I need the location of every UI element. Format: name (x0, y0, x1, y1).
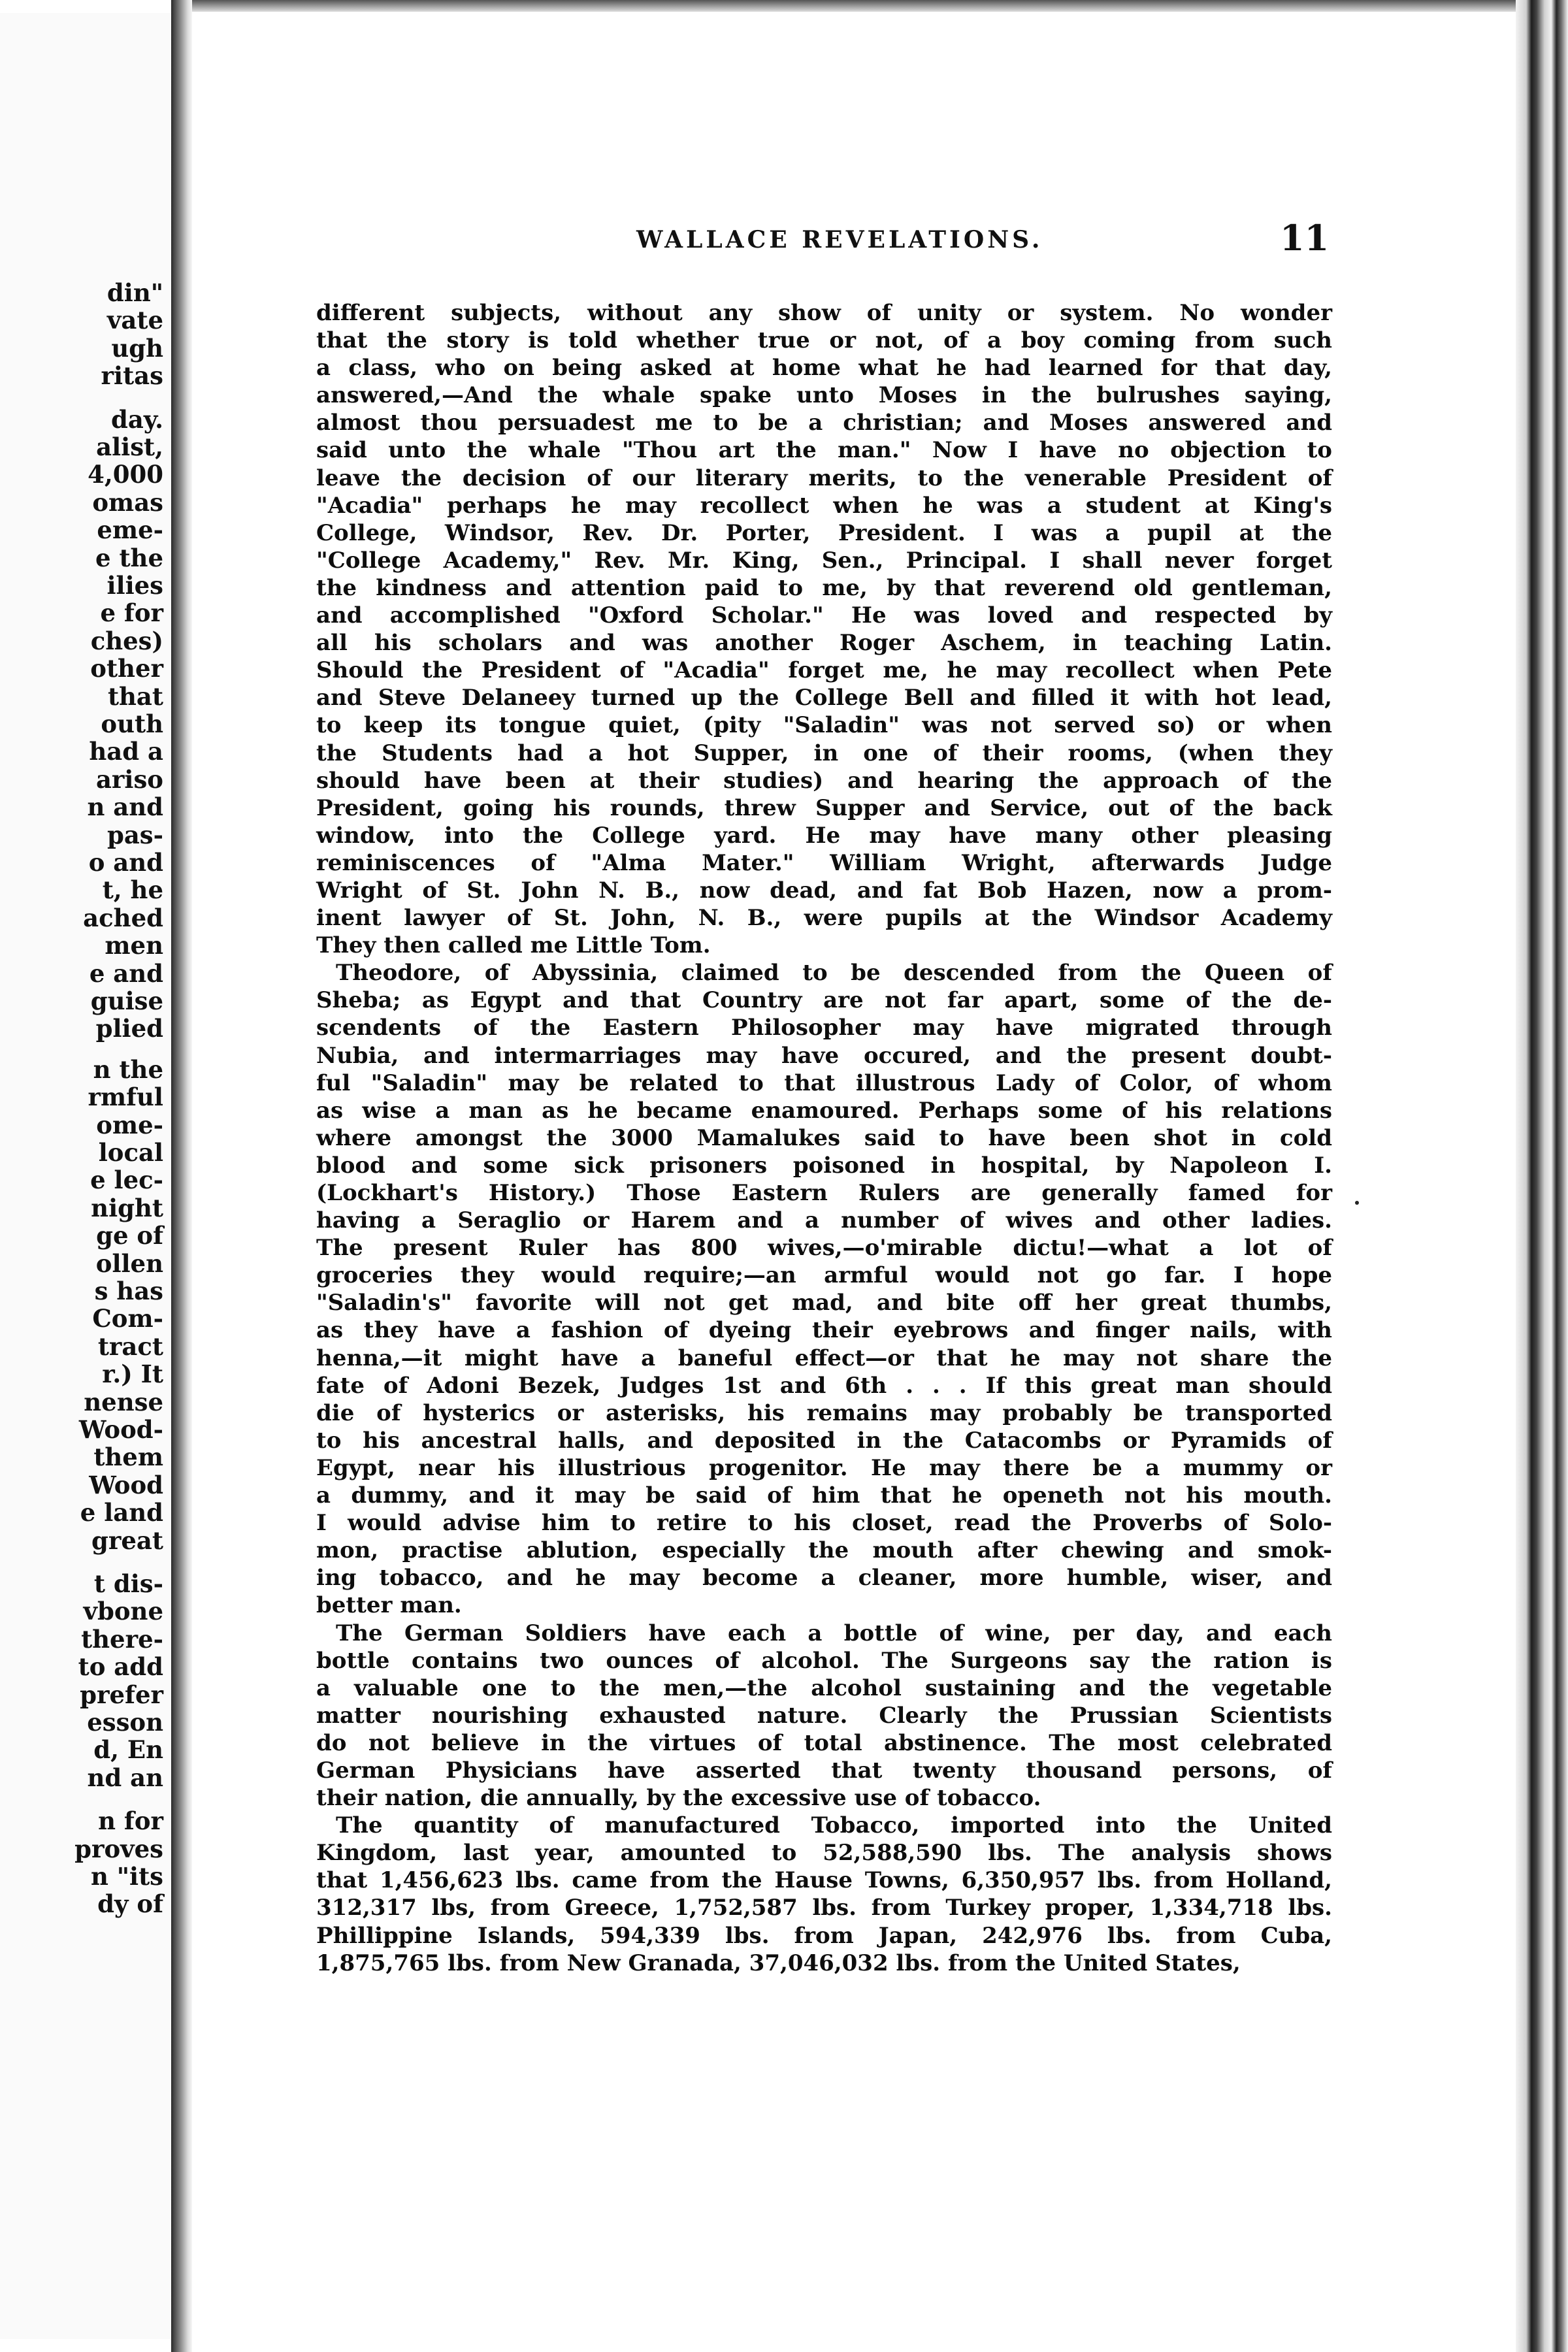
text-line: having a Seraglio or Harem and a number of wives and other ladies. (316, 1207, 1332, 1234)
text-line: blood and some sick prisoners poisoned in hospital, by Napoleon I. (316, 1152, 1332, 1179)
text-line: matter nourishing exhausted nature. Clearly the Prussian Scientists (316, 1702, 1332, 1729)
text-line: bottle contains two ounces of alcohol. The Surgeons say the ration is (316, 1647, 1332, 1674)
facing-page-text-fragment: ome- (96, 1110, 163, 1139)
facing-page-text-fragment: ilies (106, 571, 163, 600)
text-line: Should the President of "Acadia" forget me, he may recollect when Pete (316, 657, 1332, 684)
facing-page-text-fragment: s has (94, 1277, 163, 1305)
text-line: The quantity of manufactured Tobacco, imported into the United (336, 1812, 1332, 1839)
facing-page-text-fragment: ches) (90, 626, 163, 655)
facing-page-text-fragment: t dis- (93, 1569, 163, 1598)
facing-page-text-fragment: plied (95, 1014, 163, 1043)
text-line: Kingdom, last year, amounted to 52,588,590 lbs. The analysis shows (316, 1840, 1332, 1867)
text-line: scendents of the Eastern Philosopher may have migrated through (316, 1015, 1332, 1041)
facing-page-text-fragment: ariso (95, 764, 163, 794)
facing-page-text-fragment: tract (97, 1331, 163, 1361)
facing-page-text-fragment: eme- (97, 515, 163, 545)
facing-page-text-fragment: e land (80, 1498, 163, 1527)
facing-page-text-fragment: guise (90, 987, 163, 1015)
text-line: and accomplished "Oxford Scholar." He was loved and respected by (316, 602, 1332, 629)
facing-page-text-fragment: t, he (102, 875, 163, 905)
facing-page-text-fragment: ritas (101, 361, 163, 391)
facing-page-text-fragment: e for (100, 598, 163, 628)
text-line: 312,317 lbs, from Greece, 1,752,587 lbs. from Turkey proper, 1,334,718 lbs. (316, 1895, 1332, 1921)
text-line: leave the decision of our literary merits, to the venerable President of (316, 465, 1332, 491)
text-line: The present Ruler has 800 wives,—o'mirable dictu!—what a lot of (316, 1235, 1332, 1262)
text-line: ing tobacco, and he may become a cleaner, more humble, wiser, and (316, 1565, 1332, 1592)
text-line: College, Windsor, Rev. Dr. Porter, President. I was a pupil at the (316, 519, 1332, 546)
facing-page-text-fragment: vbone (83, 1597, 163, 1626)
facing-page-text-fragment: o and (88, 848, 163, 877)
text-line: answered,—And the whale spake unto Moses in the bulrushes saying, (316, 382, 1332, 409)
text-line: a valuable one to the men,—the alcohol sustaining and the vegetable (316, 1674, 1332, 1701)
facing-page-text-fragment: proves (74, 1834, 163, 1863)
book-page (192, 12, 1516, 2338)
print-speck (1355, 1201, 1359, 1205)
text-line: fate of Adoni Bezek, Judges 1st and 6th . . . If this great man should (316, 1372, 1332, 1399)
facing-page-text-fragment: to add (78, 1652, 163, 1682)
facing-page-text-fragment: 4,000 (88, 460, 163, 489)
text-line: Nubia, and intermarriages may have occured, and the present doubt- (316, 1042, 1332, 1069)
facing-page-fragment (0, 13, 171, 2339)
text-line: a dummy, and it may be said of him that he openeth not his mouth. (316, 1482, 1332, 1509)
text-line: (Lockhart's History.) Those Eastern Rulers are generally famed for (316, 1180, 1332, 1206)
text-line: do not believe in the virtues of total abstinence. The most celebrated (316, 1729, 1332, 1756)
facing-page-text-fragment: n "its (90, 1862, 163, 1891)
facing-page-text-fragment: alist, (96, 433, 163, 461)
text-line: Egypt, near his illustrious progenitor. He may there be a mummy or (316, 1454, 1332, 1481)
text-line: their nation, die annually, by the excessive use of tobacco. (316, 1785, 1041, 1812)
text-line: ful "Saladin" may be related to that illustrous Lady of Color, of whom (316, 1070, 1332, 1096)
facing-page-text-fragment: e and (89, 958, 163, 988)
text-line: as they have a fashion of dyeing their eyebrows and finger nails, with (316, 1317, 1332, 1344)
facing-page-text-fragment: n and (87, 792, 163, 822)
facing-page-text-fragment: prefer (80, 1680, 163, 1709)
text-line: Sheba; as Egypt and that Country are not far apart, some of the de- (316, 987, 1332, 1014)
text-line: to his ancestral halls, and deposited in the Catacombs or Pyramids of (316, 1427, 1332, 1454)
text-line: Wright of St. John N. B., now dead, and fat Bob Hazen, now a prom- (316, 877, 1332, 904)
body-text (316, 299, 1332, 1977)
facing-page-text-fragment: ge of (96, 1221, 163, 1250)
facing-page-text-fragment: omas (92, 487, 163, 517)
text-line: different subjects, without any show of unity or system. No wonder (316, 300, 1332, 326)
text-line: "Acadia" perhaps he may recollect when he was a student at King's (316, 492, 1332, 519)
facing-page-text-fragment: nd an (87, 1763, 163, 1792)
page-top-edge (192, 0, 1518, 12)
text-line: window, into the College yard. He may have many other pleasing (316, 822, 1332, 849)
facing-page-text-fragment: had a (89, 737, 163, 766)
text-line: a class, who on being asked at home what he had learned for that day, (316, 355, 1332, 382)
text-line: the kindness and attention paid to me, by that reverend old gentleman, (316, 574, 1332, 601)
facing-page-text-fragment: rmful (88, 1083, 163, 1112)
text-line: I would advise him to retire to his closet, read the Proverbs of Solo- (316, 1510, 1332, 1537)
text-line: to keep its tongue quiet, (pity "Saladin" was not served so) or when (316, 712, 1332, 739)
text-line: 1,875,765 lbs. from New Granada, 37,046,032 lbs. from the United States, (316, 1950, 1241, 1976)
facing-page-text-fragment: Com- (92, 1304, 163, 1333)
facing-page-text-fragment: that (107, 681, 163, 711)
text-line: henna,—it might have a baneful effect—or that he may not share the (316, 1345, 1332, 1371)
text-line: "Saladin's" favorite will not get mad, and bite off her great thumbs, (316, 1290, 1332, 1316)
text-line: Theodore, of Abyssinia, claimed to be descended from the Queen of (336, 960, 1332, 987)
facing-page-text-fragment: outh (101, 710, 163, 738)
facing-page-text-fragment: dy of (97, 1889, 163, 1919)
facing-page-text-fragment: vate (106, 306, 163, 335)
text-line: German Physicians have asserted that twenty thousand persons, of (316, 1757, 1332, 1784)
text-line: mon, practise ablution, especially the mouth after chewing and smok- (316, 1537, 1332, 1564)
text-line: and Steve Delaneey turned up the College Bell and filled it with hot lead, (316, 685, 1332, 711)
facing-page-text-fragment: local (98, 1138, 163, 1167)
text-line: "College Academy," Rev. Mr. King, Sen., Principal. I shall never forget (316, 547, 1332, 574)
facing-page-text-fragment: ugh (111, 333, 163, 363)
facing-page-text-fragment: ollen (95, 1249, 163, 1278)
text-line: should have been at their studies) and hearing the approach of the (316, 767, 1332, 794)
text-line: as wise a man as he became enamoured. Perhaps some of his relations (316, 1097, 1332, 1124)
text-line: that 1,456,623 lbs. came from the Hause Towns, 6,350,957 lbs. from Holland, (316, 1867, 1332, 1894)
running-head: WALLACE REVELATIONS. (636, 226, 1043, 253)
facing-page-text-fragment: n the (93, 1054, 163, 1084)
facing-page-text-fragment: nense (84, 1387, 163, 1416)
facing-page-text-fragment: day. (111, 404, 163, 434)
facing-page-text-fragment: n for (98, 1806, 163, 1836)
facing-page-text-fragment: e the (95, 543, 163, 572)
text-line: groceries they would require;—an armful would not go far. I hope (316, 1262, 1332, 1289)
facing-page-text-fragment: e lec- (90, 1166, 163, 1195)
text-line: They then called me Little Tom. (316, 932, 711, 959)
book-gutter-shadow (171, 0, 192, 2352)
text-line: said unto the whale "Thou art the man." Now I have no objection to (316, 437, 1332, 464)
facing-page-text-fragment: ached (83, 903, 163, 932)
text-line: almost thou persuadest me to be a christian; and Moses answered and (316, 410, 1332, 436)
facing-page-text-fragment: esson (87, 1708, 163, 1737)
text-line: that the story is told whether true or not, of a boy coming from such (316, 327, 1332, 354)
page-number: 11 (1280, 217, 1330, 259)
text-line: The German Soldiers have each a bottle of wine, per day, and each (336, 1620, 1332, 1646)
facing-page-text-fragment: Wood- (78, 1415, 163, 1444)
facing-page-text-fragment: r.) It (102, 1360, 163, 1389)
facing-page-text-fragment: Wood (89, 1470, 163, 1499)
text-line: the Students had a hot Supper, in one of their rooms, (when they (316, 740, 1332, 766)
facing-page-text-fragment: there- (81, 1624, 163, 1654)
text-line: Phillippine Islands, 594,339 lbs. from Japan, 242,976 lbs. from Cuba, (316, 1922, 1332, 1949)
facing-page-text-fragment: pas- (106, 820, 163, 849)
facing-page-text-fragment: night (91, 1193, 163, 1222)
facing-page-text-fragment: great (91, 1526, 163, 1555)
text-line: die of hysterics or asterisks, his remains may probably be transported (316, 1399, 1332, 1426)
facing-page-text-fragment: other (90, 654, 163, 683)
page-stack-edge (1516, 0, 1568, 2352)
text-line: President, going his rounds, threw Supper and Service, out of the back (316, 794, 1332, 821)
text-line: reminiscences of "Alma Mater." William Wright, afterwards Judge (316, 849, 1332, 876)
text-line: inent lawyer of St. John, N. B., were pupils at the Windsor Academy (316, 905, 1332, 932)
text-line: where amongst the 3000 Mamalukes said to have been shot in cold (316, 1124, 1332, 1151)
text-line: better man. (316, 1592, 462, 1619)
facing-page-text-fragment: them (93, 1443, 163, 1472)
facing-page-text-fragment: men (105, 931, 163, 960)
text-line: all his scholars and was another Roger Aschem, in teaching Latin. (316, 630, 1332, 657)
facing-page-text-fragment: d, En (93, 1735, 163, 1765)
facing-page-text-fragment: din" (106, 278, 163, 307)
